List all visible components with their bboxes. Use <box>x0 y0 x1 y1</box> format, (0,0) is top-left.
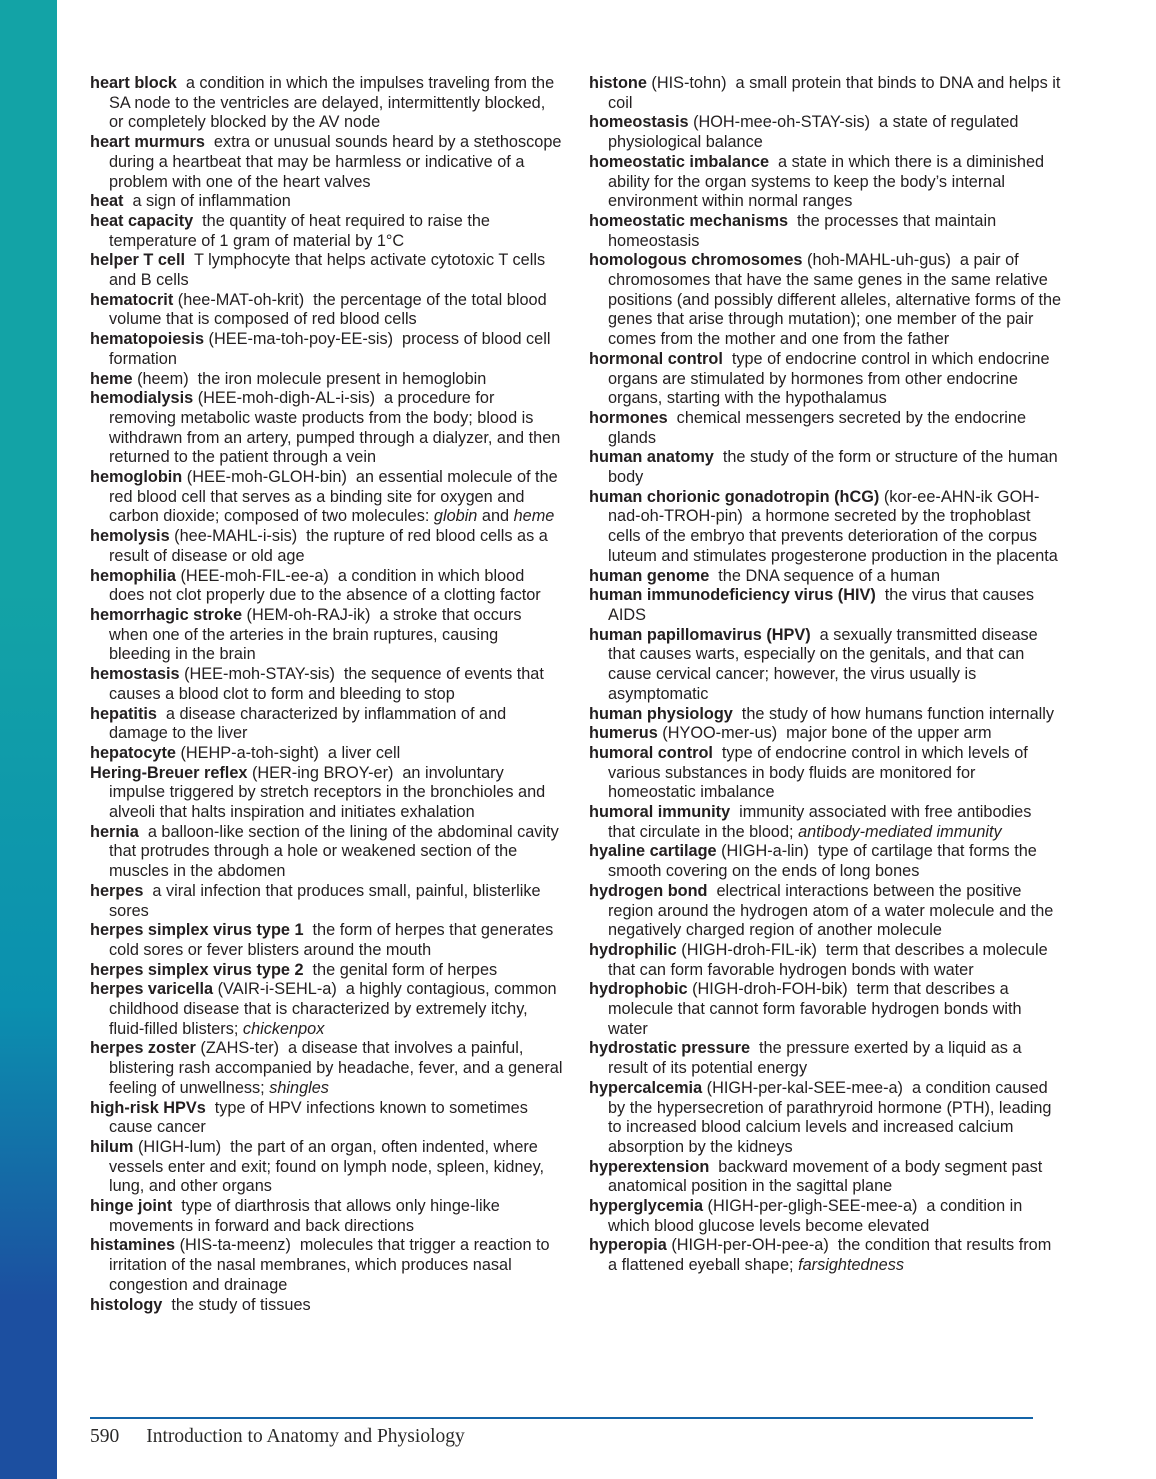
definition-text: a state of regulated physiological balance <box>608 113 1019 152</box>
glossary-entry <box>90 370 563 390</box>
glossary-term: histone <box>589 74 647 92</box>
definition-text: a hormone secreted by the trophoblast cells of the embryo that prevents deterioration of the corpus luteum and stimulates progesterone production in the placenta <box>608 507 1058 565</box>
glossary-pronunciation: (hee-MAT-oh-krit) <box>173 290 305 309</box>
glossary-entry <box>90 212 563 251</box>
definition-text: a sexually transmitted disease that causes warts, especially on the genitals, and that can cause cervical cancer; however, the virus usually is asymptomatic <box>608 625 1038 703</box>
definition-text: T lymphocyte that helps activate cytotoxic T cells and B cells <box>109 251 546 290</box>
glossary-pronunciation: (HEE-moh-STAY-sis) <box>179 665 335 684</box>
glossary-entry <box>589 586 1062 625</box>
glossary-entry <box>589 567 1062 587</box>
definition-text: the DNA sequence of a human <box>718 566 941 585</box>
definition-italic-text: chickenpox <box>242 1019 325 1038</box>
book-title: Introduction to Anatomy and Physiology <box>146 1426 465 1447</box>
glossary-pronunciation: (HIGH-per-gligh-SEE-mee-a) <box>703 1197 918 1216</box>
definition-text: a procedure for removing metabolic waste products from the body; blood is withdrawn from an artery, pumped through a dialyzer, and then returned to the patient through a vein <box>109 389 561 467</box>
definition-italic-text: globin <box>433 507 478 526</box>
definition-text: process of blood cell formation <box>109 330 551 368</box>
glossary-entry <box>90 882 563 921</box>
glossary-term: human immunodeficiency virus (HIV) <box>589 586 876 605</box>
glossary-term: homeostatic imbalance <box>589 152 770 171</box>
glossary-term: humoral control <box>589 743 713 762</box>
glossary-entry <box>589 882 1062 941</box>
definition-text: molecules that trigger a reaction to irritation of the nasal membranes, which produces nasal congestion and drainage <box>109 1236 550 1294</box>
glossary-term: hemophilia <box>90 566 176 585</box>
glossary-entry <box>589 626 1062 705</box>
glossary-term: hyperopia <box>589 1236 667 1255</box>
glossary-pronunciation: (HIGH-droh-FOH-bik) <box>687 980 848 999</box>
glossary-term: hematopoiesis <box>90 330 205 349</box>
glossary-term: hyperglycemia <box>589 1197 704 1216</box>
glossary-definition <box>313 961 498 979</box>
glossary-entry <box>589 724 1062 744</box>
glossary-pronunciation: (HIS-tohn) <box>646 74 727 92</box>
glossary-pronunciation: (HEE-ma-toh-poy-EE-sis) <box>204 330 394 349</box>
glossary-pronunciation: (HER-ing BROY-er) <box>247 763 394 782</box>
definition-text: the pressure exerted by a liquid as a result of its potential energy <box>608 1039 1022 1078</box>
definition-text: major bone of the upper arm <box>786 724 992 743</box>
glossary-term: homeostatic mechanisms <box>589 211 789 230</box>
glossary-definition <box>132 192 290 210</box>
definition-text: the processes that maintain homeostasis <box>608 211 997 250</box>
glossary-entry <box>589 705 1062 725</box>
glossary-term: hydrogen bond <box>589 881 708 900</box>
definition-text: a disease characterized by inflammation of and damage to the liver <box>109 704 507 743</box>
glossary-term: hernia <box>90 822 139 841</box>
glossary-definition <box>109 823 559 880</box>
glossary-term: humerus <box>589 724 658 743</box>
glossary-term: heat <box>90 192 124 211</box>
glossary-term: high-risk HPVs <box>90 1098 206 1117</box>
glossary-term: human physiology <box>589 704 733 723</box>
glossary-pronunciation: (HIGH-per-kal-SEE-mee-a) <box>702 1078 903 1097</box>
definition-text: immunity associated with free antibodies that circulate in the blood; <box>608 803 1032 841</box>
sidebar-gradient-bar <box>0 0 57 1479</box>
glossary-term: hilum <box>90 1137 134 1156</box>
definition-text: a condition caused by the hypersecretion of parathryroid hormone (PTH), leading to increased blood calcium levels and increased calcium absorption by the kidneys <box>608 1078 1052 1156</box>
glossary-term: hemostasis <box>90 665 180 684</box>
definition-text: a liver cell <box>327 743 401 762</box>
definition-text: the study of the form or structure of the human body <box>608 448 1058 487</box>
glossary-term: humoral immunity <box>589 803 731 822</box>
definition-text: the sequence of events that causes a blood clot to form and bleeding to stop <box>109 665 544 703</box>
definition-text: extra or unusual sounds heard by a stethoscope during a heartbeat that may be harmless or indicative of a problem with one of the heart valves <box>109 133 562 191</box>
glossary-entry <box>589 350 1062 409</box>
glossary-entry <box>90 1138 563 1197</box>
definition-text: a sign of inflammation <box>132 192 291 211</box>
definition-text: a viral infection that produces small, painful, blisterlike sores <box>109 881 541 920</box>
definition-text: and <box>477 507 514 526</box>
glossary-definition <box>786 724 991 742</box>
definition-text: the study of how humans function internally <box>741 704 1055 723</box>
definition-text: the iron molecule present in hemoglobin <box>197 369 487 388</box>
glossary-definition <box>198 370 487 388</box>
glossary-pronunciation: (HIGH-lum) <box>133 1137 222 1156</box>
definition-italic-text: antibody-mediated immunity <box>798 822 1002 841</box>
definition-text: an involuntary impulse triggered by stretch receptors in the bronchioles and alveoli that halts inspiration and initiates exhalation <box>109 763 546 822</box>
definition-text: the condition that results from a flattened eyeball shape; <box>608 1236 1052 1275</box>
glossary-pronunciation: (hee-MAHL-i-sis) <box>169 527 298 546</box>
glossary-term: homologous chromosomes <box>589 251 803 270</box>
glossary-entry <box>90 527 563 566</box>
glossary-term: hormonal control <box>589 349 723 368</box>
definition-text: a state in which there is a diminished ability for the organ systems to keep the body’s internal environment within normal ranges <box>608 152 1045 211</box>
definition-text: an essential molecule of the red blood cell that serves as a binding site for oxygen and carbon dioxide; composed of two molecules: <box>109 468 558 526</box>
glossary-term: hepatocyte <box>90 743 176 762</box>
glossary-entry <box>90 980 563 1039</box>
definition-text: a stroke that occurs when one of the arteries in the brain ruptures, causing bleeding in the brain <box>109 605 522 664</box>
definition-text: type of endocrine control in which endocrine organs are stimulated by hormones from other endocrine organs, starting with the hypothalamus <box>608 349 1050 408</box>
glossary-pronunciation: (HIS-ta-meenz) <box>175 1236 291 1255</box>
glossary-entry <box>589 980 1062 1039</box>
glossary-entry <box>90 468 563 527</box>
glossary-term: heart block <box>90 74 177 92</box>
glossary-term: human genome <box>589 566 710 585</box>
glossary-entry <box>90 961 563 981</box>
glossary-entry <box>90 1296 563 1316</box>
glossary-entry <box>589 842 1062 881</box>
page-number: 590 <box>90 1426 120 1447</box>
definition-italic-text: shingles <box>269 1078 329 1097</box>
glossary-term: hyperextension <box>589 1157 710 1176</box>
glossary-term: histology <box>90 1295 163 1314</box>
definition-text: the part of an organ, often indented, where vessels enter and exit; found on lymph node, spleen, kidney, lung, and other organs <box>109 1137 545 1196</box>
definition-text: a condition in which blood does not clot properly due to the absence of a clotting factor <box>109 566 541 605</box>
glossary-entry <box>589 744 1062 803</box>
definition-text: a condition in which blood glucose levels become elevated <box>608 1197 1023 1235</box>
glossary-entry <box>90 389 563 468</box>
glossary-pronunciation: (HIGH-a-lin) <box>716 842 809 861</box>
definition-text: a balloon-like section of the lining of the abdominal cavity that protrudes through a hole or weakened section of the muscles in the abdomen <box>109 822 559 881</box>
glossary-term: heart murmurs <box>90 133 205 152</box>
glossary-entry <box>589 941 1062 980</box>
glossary-columns <box>90 74 1062 1315</box>
glossary-entry <box>589 1079 1062 1158</box>
glossary-entry <box>90 251 563 290</box>
glossary-definition <box>742 705 1054 723</box>
definition-text: chemical messengers secreted by the endocrine glands <box>608 408 1026 447</box>
definition-text: the percentage of the total blood volume that is composed of red blood cells <box>109 290 547 329</box>
definition-text: term that describes a molecule that cannot form favorable hydrogen bonds with water <box>608 980 1022 1038</box>
glossary-term: herpes varicella <box>90 980 214 999</box>
glossary-entry <box>589 1197 1062 1236</box>
glossary-entry <box>90 291 563 330</box>
glossary-term: hydrophobic <box>589 980 688 999</box>
glossary-pronunciation: (heem) <box>132 369 189 388</box>
glossary-term: hydrophilic <box>589 940 677 959</box>
glossary-term: human anatomy <box>589 448 714 467</box>
glossary-entry <box>90 705 563 744</box>
glossary-pronunciation: (HEE-moh-GLOH-bin) <box>182 468 347 487</box>
glossary-term: herpes simplex virus type 1 <box>90 921 304 940</box>
definition-italic-text: heme <box>513 507 555 526</box>
definition-text: type of cartilage that forms the smooth covering on the ends of long bones <box>608 842 1037 881</box>
glossary-entry <box>90 921 563 960</box>
glossary-entry <box>90 330 563 369</box>
glossary-term: hemoglobin <box>90 468 183 487</box>
glossary-entry <box>90 1236 563 1295</box>
glossary-entry <box>589 448 1062 487</box>
definition-text: a pair of chromosomes that have the same genes in the same relative positions (and possibly different alleles, alternative forms of the genes that arise through mutation); one member of the pair comes from the mother and one from the father <box>608 251 1062 349</box>
glossary-term: hyaline cartilage <box>589 842 717 861</box>
glossary-pronunciation: (HIGH-droh-FIL-ik) <box>676 940 817 959</box>
glossary-entry <box>90 744 563 764</box>
glossary-entry <box>589 1236 1062 1275</box>
glossary-entry <box>90 74 563 133</box>
definition-text: the quantity of heat required to raise the temperature of 1 gram of material by 1°C <box>109 211 490 250</box>
glossary-entry <box>90 764 563 823</box>
glossary-definition <box>171 1296 310 1314</box>
glossary-entry <box>90 1099 563 1138</box>
glossary-term: human chorionic gonadotropin (hCG) <box>589 487 880 506</box>
glossary-term: heme <box>90 369 133 388</box>
glossary-term: hydrostatic pressure <box>589 1039 751 1058</box>
definition-text: type of HPV infections known to sometimes cause cancer <box>109 1098 528 1137</box>
glossary-entry <box>90 1039 563 1098</box>
glossary-pronunciation: (ZAHS-ter) <box>195 1039 280 1058</box>
page-footer <box>90 1417 1033 1448</box>
glossary-pronunciation: (HYOO-mer-us) <box>657 724 778 743</box>
glossary-pronunciation: (VAIR-i-SEHL-a) <box>213 980 337 999</box>
glossary-term: helper T cell <box>90 251 186 270</box>
glossary-pronunciation: (HIGH-per-OH-pee-a) <box>666 1236 829 1255</box>
glossary-term: hypercalcemia <box>589 1078 703 1097</box>
definition-text: term that describes a molecule that can form favorable hydrogen bonds with water <box>608 940 1048 979</box>
definition-italic-text: farsightedness <box>798 1256 904 1275</box>
glossary-entry <box>589 251 1062 350</box>
glossary-definition <box>109 882 541 920</box>
glossary-entry <box>90 567 563 606</box>
glossary-definition <box>109 705 506 743</box>
glossary-definition <box>608 409 1026 447</box>
glossary-term: hinge joint <box>90 1197 173 1216</box>
glossary-pronunciation: (HEE-moh-FIL-ee-a) <box>175 566 329 585</box>
glossary-term: homeostasis <box>589 113 689 132</box>
definition-text: the study of tissues <box>171 1295 311 1314</box>
glossary-term: herpes zoster <box>90 1039 196 1058</box>
glossary-pronunciation: (HOH-mee-oh-STAY-sis) <box>688 113 871 132</box>
glossary-pronunciation: (HEHP-a-toh-sight) <box>175 743 319 762</box>
definition-text: the virus that causes AIDS <box>608 586 1035 624</box>
definition-text: the genital form of herpes <box>312 960 498 979</box>
glossary-entry <box>589 488 1062 567</box>
definition-text: a small protein that binds to DNA and helps it coil <box>608 74 1061 112</box>
glossary-entry <box>90 606 563 665</box>
glossary-term: heat capacity <box>90 211 194 230</box>
glossary-term: human papillomavirus (HPV) <box>589 625 811 644</box>
definition-text: the rupture of red blood cells as a result of disease or old age <box>109 527 548 565</box>
definition-text: the form of herpes that generates cold sores or fever blisters around the mouth <box>109 921 554 959</box>
glossary-entry <box>90 192 563 212</box>
glossary-entry <box>90 133 563 192</box>
glossary-entry <box>589 1158 1062 1197</box>
glossary-pronunciation: (HEM-oh-RAJ-ik) <box>242 605 371 624</box>
glossary-term: histamines <box>90 1236 176 1255</box>
glossary-entry <box>589 74 1062 113</box>
definition-text: a condition in which the impulses traveling from the SA node to the ventricles are delayed, intermittently blocked, or completely blocked by the AV node <box>109 74 555 132</box>
glossary-entry <box>589 1039 1062 1078</box>
glossary-entry <box>589 153 1062 212</box>
glossary-term: hemodialysis <box>90 389 194 408</box>
definition-text: backward movement of a body segment past anatomical position in the sagittal plane <box>608 1157 1043 1196</box>
glossary-term: herpes simplex virus type 2 <box>90 960 304 979</box>
definition-text: type of endocrine control in which levels of various substances in body fluids are monitored for homeostatic imbalance <box>608 743 1028 802</box>
glossary-entry <box>90 823 563 882</box>
glossary-column-right <box>589 74 1062 1315</box>
definition-text: a highly contagious, common childhood disease that is characterized by extremely itchy, fluid-filled blisters; <box>109 980 557 1038</box>
glossary-pronunciation: (hoh-MAHL-uh-gus) <box>802 251 951 270</box>
glossary-column-left <box>90 74 563 1315</box>
footer-rule <box>90 1417 1033 1419</box>
glossary-definition <box>718 567 940 585</box>
glossary-pronunciation: (kor-ee-AHN-ik GOH-nad-oh-TROH-pin) <box>608 487 1040 526</box>
glossary-term: hemolysis <box>90 527 170 546</box>
glossary-term: hemorrhagic stroke <box>90 605 243 624</box>
footer-text <box>90 1426 1033 1448</box>
glossary-entry <box>589 212 1062 251</box>
glossary-content <box>90 74 1062 1315</box>
glossary-entry <box>589 113 1062 152</box>
glossary-term: Hering-Breuer reflex <box>90 763 248 782</box>
glossary-term: hematocrit <box>90 290 174 309</box>
glossary-definition <box>328 744 400 762</box>
glossary-entry <box>90 1197 563 1236</box>
definition-text: a disease that involves a painful, blistering rash accompanied by headache, fever, and a general feeling of unwellness; <box>109 1039 563 1097</box>
definition-text: electrical interactions between the positive region around the hydrogen atom of a water molecule and the negatively charged region of another molecule <box>608 881 1054 940</box>
glossary-pronunciation: (HEE-moh-digh-AL-i-sis) <box>193 389 376 408</box>
glossary-term: hepatitis <box>90 704 157 723</box>
glossary-entry <box>90 665 563 704</box>
definition-text: type of diarthrosis that allows only hinge-like movements in forward and back directions <box>109 1197 500 1235</box>
glossary-entry <box>589 409 1062 448</box>
glossary-entry <box>589 803 1062 842</box>
glossary-term: herpes <box>90 881 144 900</box>
glossary-term: hormones <box>589 408 668 427</box>
